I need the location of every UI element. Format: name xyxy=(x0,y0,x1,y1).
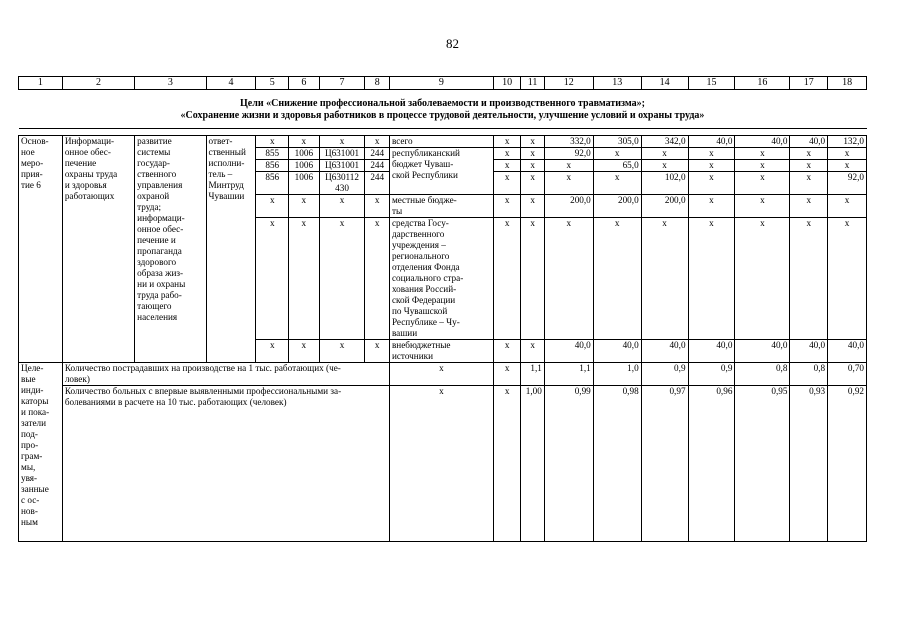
cell: x xyxy=(735,195,790,218)
cell: 40,0 xyxy=(544,340,593,363)
col-number: 4 xyxy=(206,77,256,90)
cell: x xyxy=(544,172,593,195)
cell: 40,0 xyxy=(735,340,790,363)
cell: 40,0 xyxy=(735,136,790,148)
col-number: 3 xyxy=(135,77,206,90)
page-number: 82 xyxy=(446,36,459,51)
cell: x xyxy=(521,172,544,195)
cell: 102,0 xyxy=(641,172,688,195)
cell: x xyxy=(319,136,365,148)
cell: 0,95 xyxy=(735,386,790,542)
cell: x xyxy=(256,195,289,218)
event-name: Информаци- онное обес- печение охраны труда и здоровья работающих xyxy=(62,136,134,363)
funding-source: местные бюдже- ты xyxy=(389,195,493,218)
cell: x xyxy=(289,136,320,148)
cell: 244 xyxy=(365,148,389,160)
cell: 0,99 xyxy=(544,386,593,542)
cell: x xyxy=(735,148,790,160)
indicator-name: Количество больных с впервые выявленными профессиональными за- болеваниями в расчете на 10 тыс. работающих (человек) xyxy=(62,386,389,542)
cell: 856 xyxy=(256,160,289,172)
cell: x xyxy=(828,160,867,172)
cell: 92,0 xyxy=(544,148,593,160)
goal-row xyxy=(19,90,867,129)
cell: 244 xyxy=(365,172,389,195)
cell: Ц630112 430 xyxy=(319,172,365,195)
cell: Ц631001 xyxy=(319,148,365,160)
cell: x xyxy=(493,195,521,218)
cell: x xyxy=(521,218,544,340)
cell: 1006 xyxy=(289,160,320,172)
cell: 200,0 xyxy=(593,195,641,218)
cell: x xyxy=(493,160,521,172)
cell: x xyxy=(688,148,735,160)
cell: x xyxy=(790,218,828,340)
program-table xyxy=(18,76,867,542)
event-number: Основ- ное меро- прия- тие 6 xyxy=(19,136,63,363)
col-number: 6 xyxy=(289,77,320,90)
funding-source: республиканский бюджет Чуваш- ской Республики xyxy=(389,148,493,195)
cell: 0,98 xyxy=(593,386,641,542)
col-number: 2 xyxy=(62,77,134,90)
cell: x xyxy=(319,218,365,340)
cell: x xyxy=(389,386,493,542)
col-number: 12 xyxy=(544,77,593,90)
cell: x xyxy=(289,195,320,218)
cell: 1006 xyxy=(289,148,320,160)
cell: Ц631001 xyxy=(319,160,365,172)
cell: 1,00 xyxy=(521,386,544,542)
cell: x xyxy=(790,172,828,195)
cell: x xyxy=(688,195,735,218)
cell: x xyxy=(593,218,641,340)
cell: x xyxy=(828,148,867,160)
cell: 0,96 xyxy=(688,386,735,542)
cell: 40,0 xyxy=(688,136,735,148)
table-row xyxy=(19,136,867,148)
col-number: 5 xyxy=(256,77,289,90)
cell: 92,0 xyxy=(828,172,867,195)
cell: 1006 xyxy=(289,172,320,195)
event-executor: ответ- ственный исполни- тель – Минтруд Чувашии xyxy=(206,136,256,363)
cell: x xyxy=(389,363,493,386)
goal-line-2: «Сохранение жизни и здоровья работников в процессе трудовой деятельности, улучшение условий и охраны труда» xyxy=(180,110,705,121)
cell: 0,8 xyxy=(735,363,790,386)
cell: x xyxy=(493,340,521,363)
cell: 200,0 xyxy=(641,195,688,218)
cell: 332,0 xyxy=(544,136,593,148)
cell: 1,1 xyxy=(544,363,593,386)
col-number: 7 xyxy=(319,77,365,90)
cell: x xyxy=(593,148,641,160)
cell: x xyxy=(319,340,365,363)
cell: x xyxy=(544,160,593,172)
cell: x xyxy=(790,195,828,218)
table-row xyxy=(19,386,867,542)
cell: 40,0 xyxy=(641,340,688,363)
cell: x xyxy=(289,340,320,363)
table-row xyxy=(19,363,867,386)
col-number: 1 xyxy=(19,77,63,90)
col-number: 16 xyxy=(735,77,790,90)
cell: x xyxy=(521,148,544,160)
cell: x xyxy=(641,148,688,160)
cell: 0,9 xyxy=(641,363,688,386)
cell: x xyxy=(688,160,735,172)
cell: x xyxy=(365,195,389,218)
cell: 0,70 xyxy=(828,363,867,386)
col-number: 9 xyxy=(389,77,493,90)
goal-line-1: Цели «Снижение профессиональной заболеваемости и производственного травматизма»; xyxy=(240,98,645,109)
col-number: 18 xyxy=(828,77,867,90)
cell: 40,0 xyxy=(828,340,867,363)
cell: x xyxy=(256,340,289,363)
cell: x xyxy=(641,218,688,340)
funding-source: внебюджетные источники xyxy=(389,340,493,363)
spacer xyxy=(19,129,867,136)
cell: 856 xyxy=(256,172,289,195)
cell: 200,0 xyxy=(544,195,593,218)
cell: 0,9 xyxy=(688,363,735,386)
cell: x xyxy=(735,172,790,195)
cell: x xyxy=(256,136,289,148)
cell: 1,1 xyxy=(521,363,544,386)
goal-heading xyxy=(19,90,867,129)
cell: 244 xyxy=(365,160,389,172)
cell: 342,0 xyxy=(641,136,688,148)
cell: x xyxy=(735,218,790,340)
cell: 40,0 xyxy=(593,340,641,363)
cell: x xyxy=(493,386,521,542)
cell: 0,92 xyxy=(828,386,867,542)
funding-source: всего xyxy=(389,136,493,148)
col-number: 10 xyxy=(493,77,521,90)
col-number: 13 xyxy=(593,77,641,90)
indicator-name: Количество пострадавших на производстве на 1 тыс. работающих (че- ловек) xyxy=(62,363,389,386)
cell: x xyxy=(521,136,544,148)
cell: x xyxy=(493,363,521,386)
col-number: 11 xyxy=(521,77,544,90)
cell: x xyxy=(641,160,688,172)
cell: x xyxy=(256,218,289,340)
cell: x xyxy=(493,172,521,195)
cell: 132,0 xyxy=(828,136,867,148)
cell: x xyxy=(365,136,389,148)
funding-source: средства Госу- дарственного учреждения – регионального отделения Фонда социального стра- хования Россий- ской Федерации по Чувашской Республике – Чу- вашии xyxy=(389,218,493,340)
event-description: развитие системы государ- ственного управления охраной труда; информаци- онное обес- печение и пропаганда здорового образа жиз- ни и охраны труда рабо- тающего населения xyxy=(135,136,206,363)
cell: x xyxy=(319,195,365,218)
cell: x xyxy=(521,160,544,172)
cell: x xyxy=(493,218,521,340)
cell: x xyxy=(544,218,593,340)
cell: x xyxy=(790,148,828,160)
cell: x xyxy=(828,218,867,340)
cell: x xyxy=(521,340,544,363)
cell: 0,93 xyxy=(790,386,828,542)
cell: x xyxy=(365,218,389,340)
cell: 40,0 xyxy=(790,136,828,148)
cell: 40,0 xyxy=(688,340,735,363)
cell: x xyxy=(735,160,790,172)
cell: 65,0 xyxy=(593,160,641,172)
cell: x xyxy=(688,172,735,195)
cell: x xyxy=(593,172,641,195)
cell: 0,8 xyxy=(790,363,828,386)
column-number-row xyxy=(19,77,867,90)
cell: x xyxy=(365,340,389,363)
col-number: 14 xyxy=(641,77,688,90)
cell: 1,0 xyxy=(593,363,641,386)
cell: 855 xyxy=(256,148,289,160)
col-number: 17 xyxy=(790,77,828,90)
indicators-label: Целе- вые инди- каторы и пока- затели под- про- грам- мы, увя- занные с ос- нов- ным xyxy=(19,363,63,542)
cell: x xyxy=(521,195,544,218)
cell: x xyxy=(688,218,735,340)
col-number: 15 xyxy=(688,77,735,90)
cell: 40,0 xyxy=(790,340,828,363)
cell: x xyxy=(493,148,521,160)
cell: x xyxy=(828,195,867,218)
cell: 305,0 xyxy=(593,136,641,148)
cell: x xyxy=(289,218,320,340)
cell: x xyxy=(493,136,521,148)
cell: 0,97 xyxy=(641,386,688,542)
cell: x xyxy=(790,160,828,172)
col-number: 8 xyxy=(365,77,389,90)
